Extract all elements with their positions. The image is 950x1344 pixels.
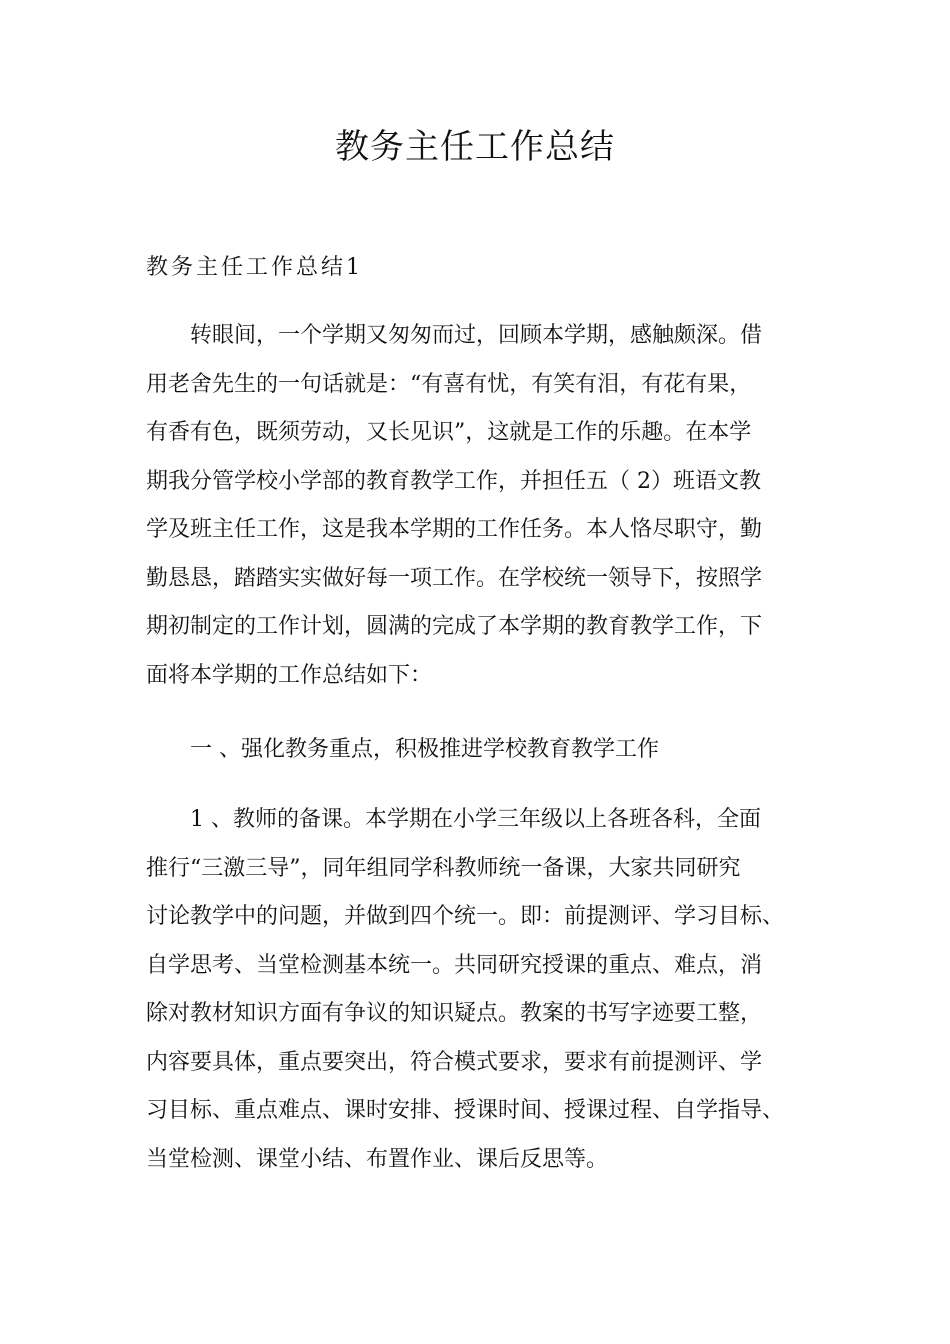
text-line: 转眼间，一个学期又匆匆而过，回顾本学期，感触颇深。借 [190,323,763,348]
text-line: 有香有色，既须劳动，又长见识”，这就是工作的乐趣。在本学 [146,420,752,445]
section-heading: 教务主任工作总结1 [146,255,363,280]
text-line: 讨论教学中的问题，并做到四个统一。即：前提测评、学习目标、 [146,904,785,929]
text-line: 学及班主任工作，这是我本学期的工作任务。本人恪尽职守，勤 [146,517,763,542]
text-line: 习目标、重点难点、课时安排、授课时间、授课过程、自学指导、 [146,1098,785,1123]
document-title: 教务主任工作总结 [335,127,615,167]
text-line: 自学思考、当堂检测基本统一。共同研究授课的重点、难点，消 [146,952,763,978]
text-line: 期我分管学校小学部的教育教学工作，并担任五（ 2）班语文教 [146,468,761,494]
paragraph-intro [146,312,808,700]
paragraph-lesson-prep [146,796,808,1184]
text-line: 1 、教师的备课。本学期在小学三年级以上各班各科，全面 [190,807,761,832]
text-line: 除对教材知识方面有争议的知识疑点。教案的书写字迹要工整， [146,1001,763,1026]
subheading-text: 一 、强化教务重点，积极推进学校教育教学工作 [190,737,659,762]
text-line: 用老舍先生的一句话就是：“有喜有忧，有笑有泪，有花有果， [146,371,752,397]
subheading-one [146,726,808,775]
text-line: 期初制定的工作计划，圆满的完成了本学期的教育教学工作，下 [146,614,763,639]
text-line: 当堂检测、课堂小结、布置作业、课后反思等。 [146,1146,609,1172]
text-line: 勤恳恳，踏踏实实做好每一项工作。在学校统一领导下，按照学 [146,565,763,591]
text-line: 内容要具体，重点要突出，符合模式要求，要求有前提测评、学 [146,1049,763,1075]
text-line: 面将本学期的工作总结如下： [146,662,433,688]
text-line: 推行“三激三导”，同年组同学科教师统一备课，大家共同研究 [146,855,741,881]
